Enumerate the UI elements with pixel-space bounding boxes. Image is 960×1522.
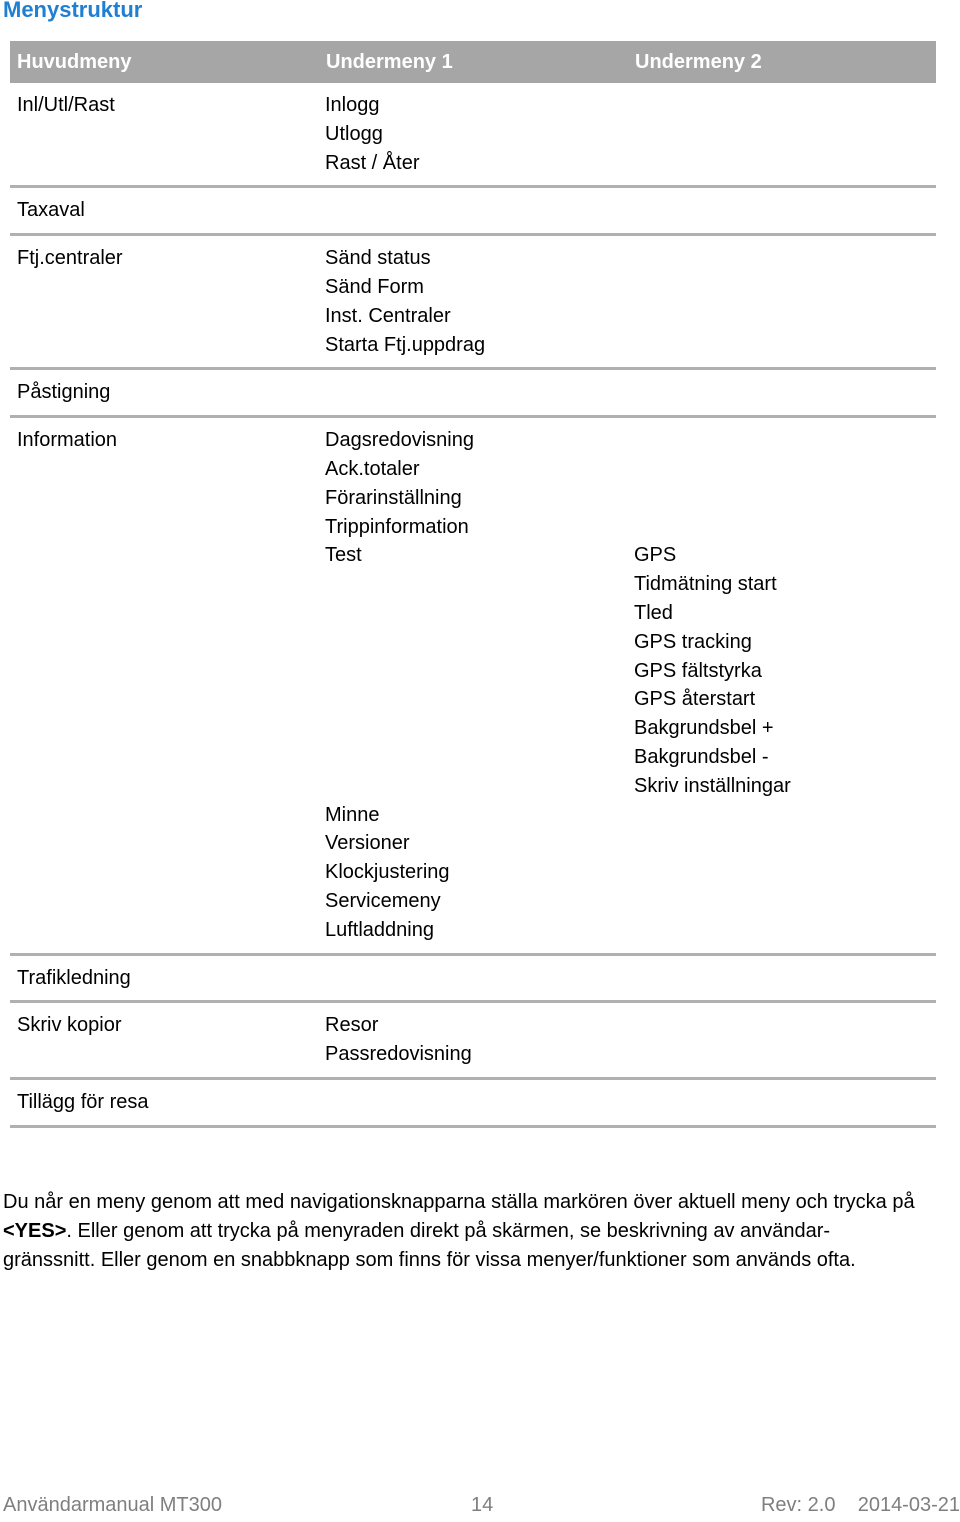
submenu-1-cell [319, 417, 628, 954]
table-row [10, 954, 936, 1002]
main-menu-cell [10, 235, 319, 369]
submenu-2-item: Tidmätning start [634, 573, 777, 596]
submenu-2-cell [628, 1002, 936, 1079]
submenu-2-cell [628, 83, 936, 187]
spacer [634, 484, 936, 513]
spacer [325, 570, 628, 599]
submenu-2-item: Bakgrundsbel + [634, 717, 774, 740]
submenu-1-item: Utlogg [325, 122, 383, 145]
submenu-1-cell [319, 187, 628, 235]
submenu-1-item: Klockjustering [325, 861, 450, 884]
main-menu-item: Inl/Utl/Rast [17, 94, 115, 116]
main-menu-cell [10, 83, 319, 187]
main-menu-item: Tillägg för resa [17, 1090, 149, 1113]
submenu-1-cell [319, 369, 628, 417]
table-row [10, 1078, 936, 1126]
footer-revision-date: Rev: 2.0 2014-03-21 [760, 1494, 960, 1516]
table-header-row [10, 41, 936, 83]
menu-structure-table [10, 41, 936, 1128]
spacer [325, 685, 628, 714]
submenu-1-cell [319, 954, 628, 1002]
header-submenu-1: Undermeny 1 [319, 41, 628, 83]
submenu-1-item: Test [325, 544, 362, 567]
main-menu-cell [10, 1078, 319, 1126]
table-row [10, 417, 936, 954]
main-menu-item: Trafikledning [17, 966, 131, 989]
submenu-2-cell [628, 187, 936, 235]
spacer [325, 599, 628, 628]
footer-manual-title: Användarmanual MT300 [3, 1494, 223, 1516]
spacer [325, 657, 628, 686]
submenu-1-item: Rast / Åter [325, 151, 420, 174]
submenu-2-cell [628, 417, 936, 954]
main-menu-item: Påstigning [17, 381, 111, 404]
submenu-2-cell [628, 235, 936, 369]
submenu-2-item: Tled [634, 601, 673, 624]
main-menu-item: Information [17, 429, 118, 452]
submenu-1-item: Passredovisning [325, 1043, 472, 1066]
submenu-1-item: Inlogg [325, 94, 380, 116]
table-row [10, 235, 936, 369]
submenu-1-cell [319, 235, 628, 369]
main-menu-item: Taxaval [17, 199, 85, 222]
main-menu-cell [10, 187, 319, 235]
header-main-menu: Huvudmeny [10, 41, 319, 83]
spacer [634, 426, 936, 455]
main-menu-item: Ftj.centraler [17, 247, 123, 270]
submenu-2-item: Bakgrundsbel - [634, 745, 769, 768]
spacer [325, 772, 628, 801]
submenu-1-item: Resor [325, 1014, 379, 1037]
yes-key-label: <YES> [3, 1219, 67, 1242]
main-menu-cell [10, 1002, 319, 1079]
submenu-1-item: Inst. Centraler [325, 304, 451, 327]
submenu-1-item: Servicemeny [325, 889, 441, 912]
main-menu-cell [10, 417, 319, 954]
paragraph-text: gränssnitt. Eller genom en snabbknapp som finns för vissa menyer/funktioner som används ofta. [3, 1248, 856, 1271]
spacer [325, 743, 628, 772]
spacer [634, 455, 936, 484]
submenu-1-item: Starta Ftj.uppdrag [325, 333, 486, 356]
submenu-2-item: Skriv inställningar [634, 774, 791, 797]
main-menu-item: Skriv kopior [17, 1014, 122, 1037]
table-row [10, 369, 936, 417]
table-row [10, 187, 936, 235]
table-row [10, 1002, 936, 1079]
instruction-paragraph [3, 1188, 960, 1274]
submenu-1-item: Minne [325, 803, 380, 826]
paragraph-text: Du når en meny genom att med navigationsknapparna ställa markören över aktuell meny och trycka på [3, 1191, 915, 1213]
submenu-1-cell [319, 1002, 628, 1079]
submenu-1-item: Förarinställning [325, 486, 462, 509]
submenu-1-item: Dagsredovisning [325, 429, 474, 452]
submenu-1-item: Sänd status [325, 247, 431, 270]
paragraph-text: . Eller genom att trycka på menyraden direkt på skärmen, se beskrivning av användar- [66, 1219, 831, 1242]
submenu-2-item: GPS tracking [634, 630, 752, 653]
submenu-2-cell [628, 1078, 936, 1126]
header-submenu-2: Undermeny 2 [628, 41, 936, 83]
table-row [10, 83, 936, 187]
submenu-2-item: GPS [634, 544, 677, 567]
submenu-1-cell [319, 1078, 628, 1126]
submenu-2-item: GPS återstart [634, 688, 756, 711]
main-menu-cell [10, 954, 319, 1002]
submenu-1-item: Sänd Form [325, 275, 424, 298]
spacer [325, 628, 628, 657]
main-menu-cell [10, 369, 319, 417]
page-footer [0, 1494, 960, 1522]
submenu-1-item: Trippinformation [325, 515, 469, 538]
submenu-1-item: Luftladdning [325, 918, 434, 941]
submenu-2-cell [628, 954, 936, 1002]
footer-page-number: 14 [471, 1494, 494, 1516]
submenu-2-cell [628, 369, 936, 417]
submenu-1-item: Versioner [325, 832, 410, 855]
spacer [634, 513, 936, 542]
submenu-1-item: Ack.totaler [325, 457, 420, 480]
spacer [325, 714, 628, 743]
submenu-1-cell [319, 83, 628, 187]
page-title: Menystruktur [3, 0, 143, 22]
submenu-2-item: GPS fältstyrka [634, 659, 762, 682]
